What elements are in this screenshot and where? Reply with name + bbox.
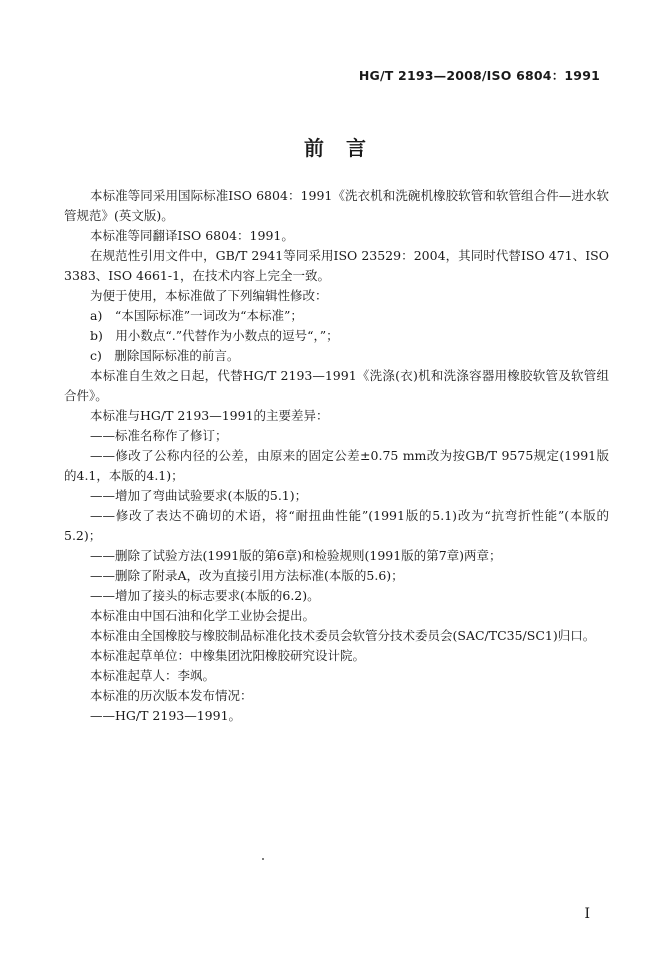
paragraph-drafting-unit: 本标准起草单位：中橡集团沈阳橡胶研究设计院。	[90, 648, 366, 663]
difference-item: ——标准名称作了修订；	[90, 428, 228, 443]
paragraph-replaces: 本标准自生效之日起，代替HG/T 2193—1991《洗涤(衣)机和洗涤容器用橡胶软管及软管组合件》。	[64, 368, 609, 403]
difference-item: ——删除了附录A，改为直接引用方法标准(本版的5.6)；	[90, 568, 404, 583]
page-title: 前言	[304, 136, 388, 160]
paragraph-adoption: 本标准等同采用国际标准ISO 6804：1991《洗衣机和洗碗机橡胶软管和软管组合件—进水软管规范》(英文版)。	[64, 188, 609, 223]
difference-item: ——删除了试验方法(1991版的第6章)和检验规则(1991版的第7章)两章；	[90, 548, 502, 563]
paragraph-history-intro: 本标准的历次版本发布情况：	[90, 688, 253, 703]
difference-item: ——修改了公称内径的公差，由原来的固定公差±0.75 mm改为按GB/T 9575规定(1991版的4.1，本版的4.1)；	[64, 448, 609, 483]
difference-item: ——增加了弯曲试验要求(本版的5.1)；	[90, 488, 308, 503]
standard-code-header: HG/T 2193—2008/ISO 6804：1991	[358, 68, 600, 83]
page-number: I	[584, 906, 590, 922]
paragraph-translation: 本标准等同翻译ISO 6804：1991。	[90, 228, 294, 243]
difference-item: ——修改了表达不确切的术语，将“耐扭曲性能”(1991版的5.1)改为“抗弯折性能”(本版的5.2)；	[64, 508, 609, 543]
foreword-body	[64, 186, 609, 726]
list-item-c: c) 删除国际标准的前言。	[90, 348, 240, 363]
paragraph-normative-references: 在规范性引用文件中，GB/T 2941等同采用ISO 23529：2004，其同时代替ISO 471、ISO 3383、ISO 4661-1，在技术内容上完全一致。	[64, 248, 609, 283]
paragraph-differences-intro: 本标准与HG/T 2193—1991的主要差异：	[90, 408, 329, 423]
paragraph-drafter: 本标准起草人：李飒。	[90, 668, 216, 683]
list-item-a: a) “本国际标准”一词改为“本标准”；	[90, 308, 303, 323]
difference-item: ——增加了接头的标志要求(本版的6.2)。	[90, 588, 320, 603]
paragraph-proposed-by: 本标准由中国石油和化学工业协会提出。	[90, 608, 316, 623]
list-item-b: b) 用小数点“.”代替作为小数点的逗号“，”；	[90, 328, 339, 343]
paragraph-editorial-intro: 为便于使用，本标准做了下列编辑性修改：	[90, 288, 328, 303]
history-item: ——HG/T 2193—1991。	[90, 708, 242, 723]
scan-speck	[262, 858, 264, 860]
paragraph-technical-committee: 本标准由全国橡胶与橡胶制品标准化技术委员会软管分技术委员会(SAC/TC35/SC1)归口。	[90, 628, 596, 643]
